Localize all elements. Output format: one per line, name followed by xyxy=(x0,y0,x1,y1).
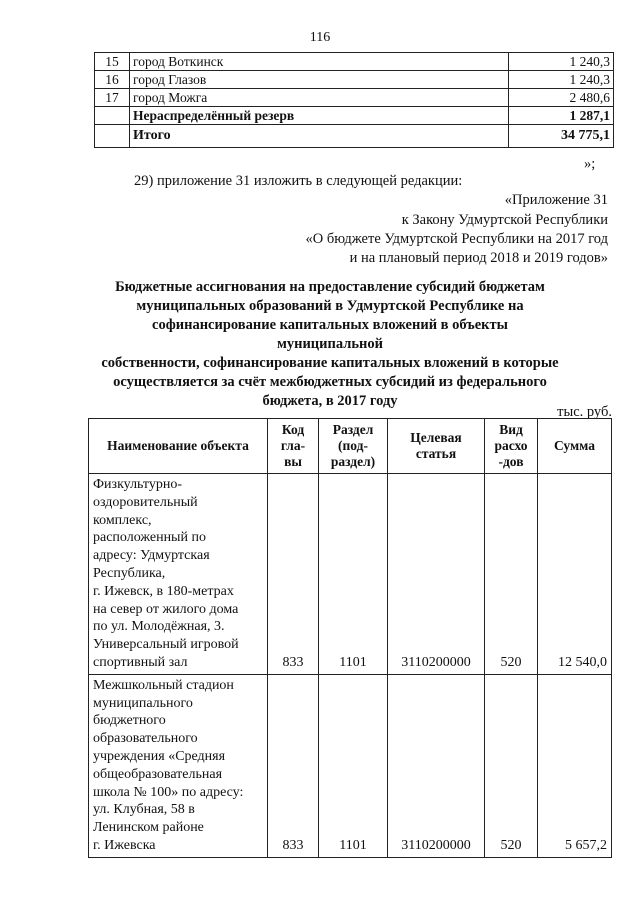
total-value: 34 775,1 xyxy=(509,125,614,148)
budget-allocation-table xyxy=(88,418,612,858)
page-number: 116 xyxy=(309,30,331,45)
title-line: Бюджетные ассигнования на предоставление субсидий бюджетам xyxy=(115,279,545,295)
chapter-code: 833 xyxy=(268,674,319,857)
row-number: 17 xyxy=(95,89,130,107)
table-row xyxy=(95,53,614,71)
table-row xyxy=(95,71,614,89)
header-expense-type: Вид расхо -дов xyxy=(485,419,538,474)
header-object-name: Наименование объекта xyxy=(89,419,268,474)
expense-type: 520 xyxy=(485,674,538,857)
title-line: осуществляется за счёт межбюджетных субсидий из федерального xyxy=(113,374,547,390)
amount-value: 1 240,3 xyxy=(509,53,614,71)
city-name: город Глазов xyxy=(130,71,509,89)
total-label: Итого xyxy=(130,125,509,148)
title-line: собственности, софинансирование капитальных вложений в которые xyxy=(101,355,559,371)
table-row xyxy=(95,89,614,107)
target-article: 3110200000 xyxy=(388,474,485,675)
appendix-line-1: «Приложение 31 xyxy=(504,192,608,208)
header-chapter-code: Код гла- вы xyxy=(268,419,319,474)
header-row xyxy=(89,419,612,474)
total-row xyxy=(95,125,614,148)
closing-quote: »; xyxy=(584,156,596,172)
amount-value: 2 480,6 xyxy=(509,89,614,107)
object-name: Межшкольный стадион муниципального бюджетного образовательного учреждения «Средняя общеобразовательная школа № 100» по адресу: ул. Клубная, 58 в Ленинском районе г. Ижевска xyxy=(89,674,268,857)
reserve-label: Нераспределённый резерв xyxy=(130,107,509,125)
table-row xyxy=(89,474,612,675)
row-number xyxy=(95,125,130,148)
title-line: бюджета, в 2017 году xyxy=(262,393,398,409)
header-section: Раздел (под- раздел) xyxy=(319,419,388,474)
reserve-value: 1 287,1 xyxy=(509,107,614,125)
city-name: город Воткинск xyxy=(130,53,509,71)
title-line: муниципальных образований в Удмуртской Республике на xyxy=(136,298,524,314)
header-sum: Сумма xyxy=(538,419,612,474)
target-article: 3110200000 xyxy=(388,674,485,857)
document-title xyxy=(100,278,560,411)
allocation-summary-table xyxy=(94,52,614,148)
expense-type: 520 xyxy=(485,474,538,675)
sum-value: 12 540,0 xyxy=(538,474,612,675)
row-number: 15 xyxy=(95,53,130,71)
sum-value: 5 657,2 xyxy=(538,674,612,857)
appendix-line-3: «О бюджете Удмуртской Республики на 2017 год xyxy=(305,231,608,247)
amount-value: 1 240,3 xyxy=(509,71,614,89)
chapter-code: 833 xyxy=(268,474,319,675)
instruction-text: 29) приложение 31 изложить в следующей редакции: xyxy=(134,173,463,189)
row-number xyxy=(95,107,130,125)
row-number: 16 xyxy=(95,71,130,89)
units-label: тыс. руб. xyxy=(557,404,612,420)
title-line: софинансирование капитальных вложений в объекты муниципальной xyxy=(152,317,508,352)
section-code: 1101 xyxy=(319,474,388,675)
table-row xyxy=(89,674,612,857)
city-name: город Можга xyxy=(130,89,509,107)
header-target-article: Целевая статья xyxy=(388,419,485,474)
section-code: 1101 xyxy=(319,674,388,857)
object-name: Физкультурно- оздоровительный комплекс, расположенный по адресу: Удмуртская Республика, г. Ижевск, в 180-метрах на север от жилого дома по ул. Молодёжная, 3. Универсальный игровой спортивный зал xyxy=(89,474,268,675)
appendix-line-4: и на плановый период 2018 и 2019 годов» xyxy=(349,250,608,266)
reserve-row xyxy=(95,107,614,125)
appendix-line-2: к Закону Удмуртской Республики xyxy=(401,212,608,228)
